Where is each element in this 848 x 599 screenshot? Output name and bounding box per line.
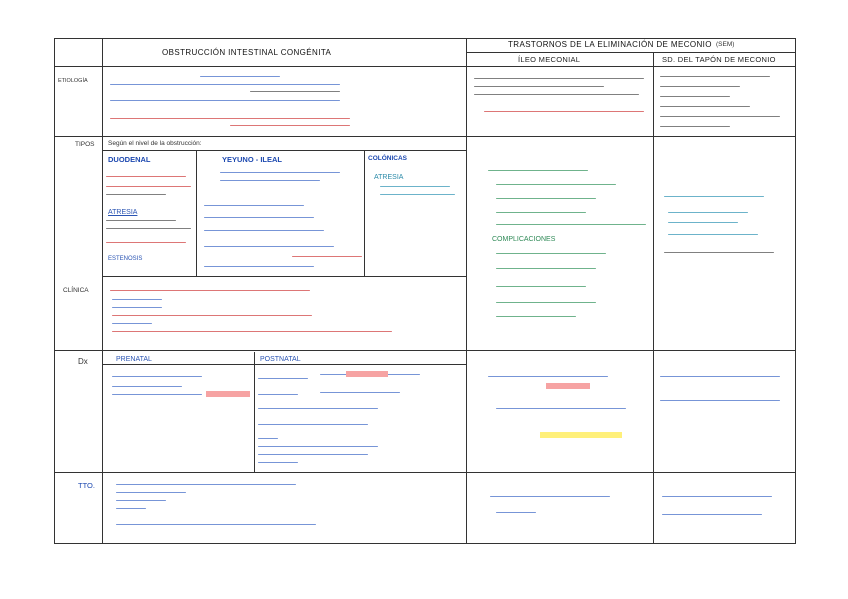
handwriting-scribble <box>496 184 616 185</box>
highlight-mark <box>346 371 388 377</box>
row-label-tipos: TIPOS <box>75 141 95 148</box>
handwriting-scribble <box>106 176 186 177</box>
handwriting-scribble <box>292 256 362 257</box>
handwriting-scribble <box>668 212 748 213</box>
handwriting-scribble <box>110 100 340 101</box>
handwriting-scribble <box>230 125 350 126</box>
handwriting-scribble <box>116 524 316 525</box>
handwriting-scribble <box>258 454 368 455</box>
handwriting-scribble <box>660 126 730 127</box>
grid-line <box>466 52 796 53</box>
handwriting-scribble <box>484 111 644 112</box>
handwriting-scribble <box>496 316 576 317</box>
highlight-mark <box>546 383 590 389</box>
grid-line <box>54 136 796 137</box>
handwriting-scribble <box>474 78 644 79</box>
handwriting-scribble <box>380 194 455 195</box>
handwriting-scribble <box>496 212 586 213</box>
handwriting-scribble <box>204 230 324 231</box>
handwriting-scribble <box>116 492 186 493</box>
handwriting-scribble <box>116 508 146 509</box>
row-label-etiologia: ETIOLOGÍA <box>58 78 88 84</box>
handwriting-scribble <box>660 400 780 401</box>
col-colonicas: COLÓNICAS <box>368 155 407 162</box>
handwriting-scribble <box>668 234 758 235</box>
handwriting-scribble <box>258 378 308 379</box>
handwriting-scribble <box>496 302 596 303</box>
grid-line <box>54 472 796 473</box>
handwriting-scribble <box>116 484 296 485</box>
handwriting-scribble <box>106 242 186 243</box>
grid-line <box>102 364 466 365</box>
handwriting-scribble <box>380 186 450 187</box>
handwriting-scribble <box>490 496 610 497</box>
notes-table <box>54 38 796 544</box>
label-complicaciones: COMPLICACIONES <box>492 236 556 243</box>
handwriting-scribble <box>496 286 586 287</box>
handwriting-scribble <box>110 290 310 291</box>
handwriting-scribble <box>660 116 780 117</box>
handwriting-scribble <box>320 392 400 393</box>
handwriting-scribble <box>250 91 340 92</box>
handwriting-scribble <box>112 331 392 332</box>
handwriting-scribble <box>200 76 280 77</box>
handwriting-scribble <box>258 446 378 447</box>
tipos-intro: Según el nivel de la obstrucción: <box>108 140 202 147</box>
handwriting-scribble <box>662 496 772 497</box>
handwriting-scribble <box>116 500 166 501</box>
handwriting-scribble <box>112 307 162 308</box>
handwriting-scribble <box>106 186 191 187</box>
handwriting-scribble <box>112 376 202 377</box>
handwriting-scribble <box>110 118 350 119</box>
handwriting-scribble <box>258 462 298 463</box>
grid-line <box>466 38 467 544</box>
subheader-sd-tapon: SD. DEL TAPÓN DE MECONIO <box>662 55 776 64</box>
handwriting-scribble <box>660 86 740 87</box>
col-yeyuno-ileal: YEYUNO - ILEAL <box>222 155 283 164</box>
highlight-mark <box>540 432 622 438</box>
grid-line <box>254 352 255 472</box>
handwriting-scribble <box>662 514 762 515</box>
handwriting-scribble <box>496 224 646 225</box>
grid-line <box>653 52 654 544</box>
grid-line <box>54 66 796 67</box>
label-atresia: ATRESIA <box>108 209 138 216</box>
row-label-tto: TTO. <box>78 481 95 490</box>
handwriting-scribble <box>660 76 770 77</box>
handwriting-scribble <box>258 438 278 439</box>
handwriting-scribble <box>496 253 606 254</box>
grid-line <box>102 150 466 151</box>
handwriting-scribble <box>112 299 162 300</box>
handwriting-scribble <box>474 94 639 95</box>
handwriting-scribble <box>488 376 608 377</box>
row-label-dx: Dx <box>78 357 88 366</box>
handwriting-scribble <box>660 376 780 377</box>
handwriting-scribble <box>106 228 191 229</box>
handwriting-scribble <box>664 252 774 253</box>
grid-line <box>102 38 103 544</box>
row-label-clinica: CLÍNICA <box>63 287 89 294</box>
col-duodenal: DUODENAL <box>108 155 151 164</box>
handwriting-scribble <box>660 96 730 97</box>
left-title: OBSTRUCCIÓN INTESTINAL CONGÉNITA <box>162 48 332 57</box>
handwriting-scribble <box>204 217 314 218</box>
handwriting-scribble <box>668 222 738 223</box>
handwriting-scribble <box>112 386 182 387</box>
dx-prenatal: PRENATAL <box>116 356 152 363</box>
handwriting-scribble <box>496 198 596 199</box>
handwriting-scribble <box>220 180 320 181</box>
handwriting-scribble <box>110 84 340 85</box>
handwriting-scribble <box>204 246 334 247</box>
grid-line <box>196 150 197 276</box>
handwriting-scribble <box>112 394 202 395</box>
handwriting-scribble <box>664 196 764 197</box>
dx-postnatal: POSTNATAL <box>260 356 301 363</box>
handwriting-scribble <box>106 194 166 195</box>
handwriting-scribble <box>258 424 368 425</box>
grid-line <box>364 150 365 276</box>
handwriting-scribble <box>660 106 750 107</box>
handwriting-scribble <box>258 394 298 395</box>
handwriting-scribble <box>204 266 314 267</box>
highlight-mark <box>206 391 250 397</box>
label-estenosis: ESTENOSIS <box>108 256 143 262</box>
handwriting-scribble <box>496 268 596 269</box>
handwriting-scribble <box>488 170 588 171</box>
label-atresia-colonicas: ATRESIA <box>374 174 404 181</box>
subheader-ileo-meconial: ÍLEO MECONIAL <box>518 55 581 64</box>
handwriting-scribble <box>220 172 340 173</box>
handwriting-scribble <box>112 323 152 324</box>
handwriting-scribble <box>496 512 536 513</box>
grid-line <box>54 350 796 351</box>
right-title-note: (SEM) <box>716 41 735 48</box>
handwriting-scribble <box>496 408 626 409</box>
handwriting-scribble <box>204 205 304 206</box>
grid-line <box>102 276 466 277</box>
right-title: TRASTORNOS DE LA ELIMINACIÓN DE MECONIO <box>508 40 712 49</box>
handwriting-scribble <box>258 408 378 409</box>
handwriting-scribble <box>106 220 176 221</box>
handwriting-scribble <box>474 86 604 87</box>
handwriting-scribble <box>112 315 312 316</box>
